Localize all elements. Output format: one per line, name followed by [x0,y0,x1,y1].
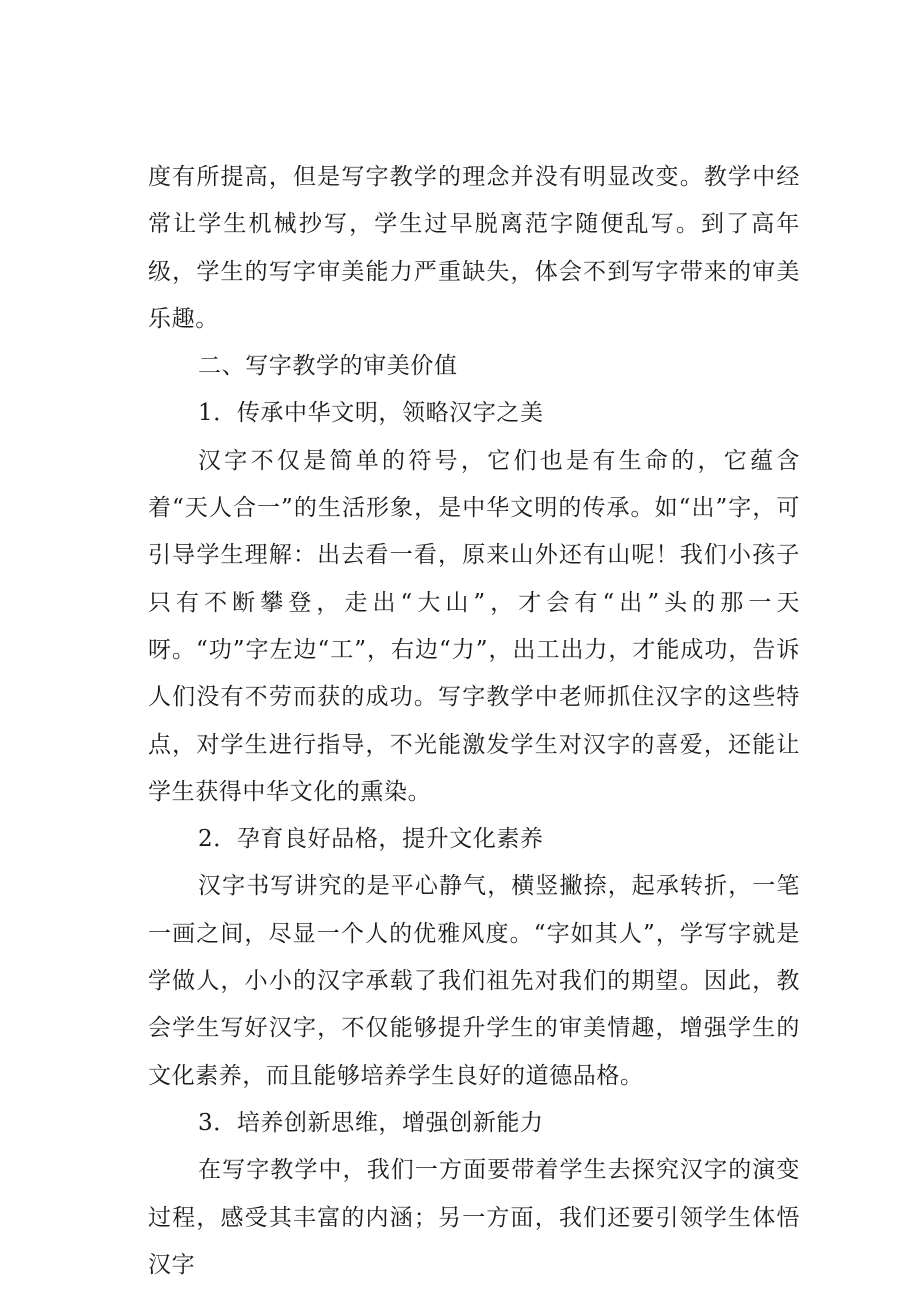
body-paragraph-2: 汉字书写讲究的是平心静气，横竖撇捺，起承转折，一笔一画之间，尽显一个人的优雅风度。“字如其人”，学写字就是学做人，小小的汉字承载了我们祖先对我们的期望。因此，教会学生写好汉字，不仅能够提升学生的审美情趣，增强学生的文化素养，而且能够培养学生良好的道德品格。 [148,873,800,1089]
continuation-paragraph: 度有所提高，但是写字教学的理念并没有明显改变。教学中经常让学生机械抄写，学生过早脱离范字随便乱写。到了高年级，学生的写字审美能力严重缺失，体会不到写字带来的审美乐趣。 [148,164,800,332]
body-paragraph-3: 在写字教学中，我们一方面要带着学生去探究汉字的演变过程，感受其丰富的内涵；另一方面，我们还要引领学生体悟汉字 [148,1157,800,1278]
subsection-heading-1: 1．传承中华文明，领略汉字之美 [198,400,544,427]
document-body [148,154,800,1289]
body-paragraph-1: 汉字不仅是简单的符号，它们也是有生命的，它蕴含着“天人合一”的生活形象，是中华文明的传承。如“出”字，可引导学生理解：出去看一看，原来山外还有山呢！我们小孩子只有不断攀登，走出“大山”，才会有“出”头的那一天呀。“功”字左边“工”，右边“力”，出工出力，才能成功，告诉人们没有不劳而获的成功。写字教学中老师抓住汉字的这些特点，对学生进行指导，不光能激发学生对汉字的喜爱，还能让学生获得中华文化的熏染。 [148,447,800,805]
subsection-heading-3: 3．培养创新思维，增强创新能力 [198,1109,544,1136]
section-heading: 二、写字教学的审美价值 [198,353,458,380]
subsection-heading-2: 2．孕育良好品格，提升文化素养 [198,826,544,853]
